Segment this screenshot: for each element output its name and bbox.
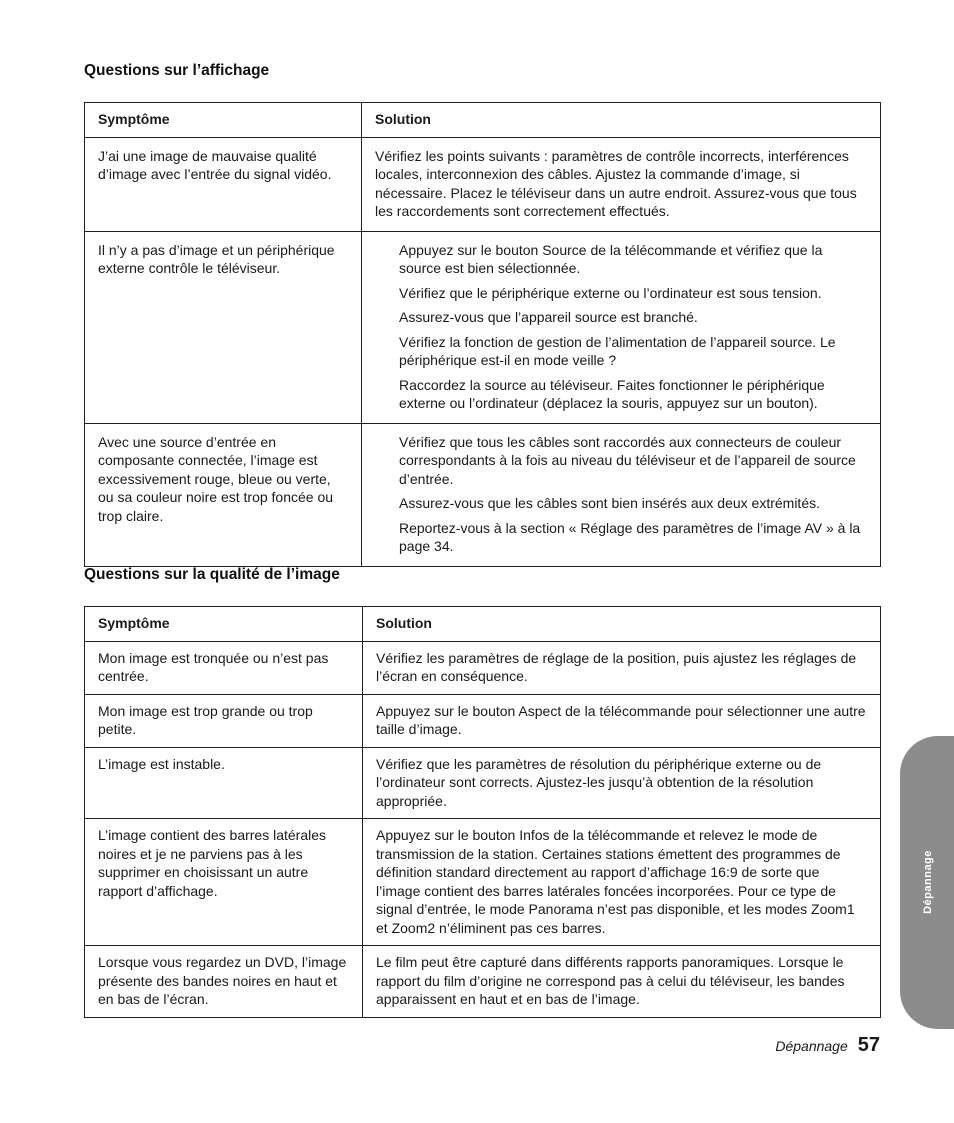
- table-row: [85, 694, 881, 747]
- symptom-header: Symptôme: [85, 103, 362, 138]
- symptom-cell: Avec une source d’entrée en composante connectée, l’image est excessivement rouge, bleue ou verte, ou sa couleur noire est trop foncée ou trop claire.: [85, 423, 362, 566]
- section-title-display: Questions sur l’affichage: [84, 62, 270, 79]
- table-header-row: [85, 103, 881, 138]
- symptom-cell: Mon image est tronquée ou n’est pas centrée.: [85, 641, 363, 694]
- symptom-cell: Il n’y a pas d’image et un périphérique externe contrôle le téléviseur.: [85, 231, 362, 423]
- table-row: [85, 137, 881, 231]
- quality-questions-table: [84, 606, 881, 1018]
- solution-cell: Le film peut être capturé dans différents rapports panoramiques. Lorsque le rapport du film d’origine ne correspond pas à celui du téléviseur, les bandes apparaissent en haut et en bas de l’image.: [363, 946, 881, 1018]
- section-title-quality: Questions sur la qualité de l’image: [84, 566, 340, 583]
- symptom-cell: L’image contient des barres latérales noires et je ne parviens pas à les supprimer en choisissant un autre rapport d’affichage.: [85, 819, 363, 946]
- solution-cell: Appuyez sur le bouton Infos de la télécommande et relevez le mode de transmission de la station. Certaines stations émettent des programmes de définition standard directement au rapport d’affichage 16:9 de sorte que l’image contient des barres latérales foncées incorporées. Pour ce type de signal d’entrée, le mode Panorama n’est pas disponible, et les modes Zoom1 et Zoom2 n’éliminent pas ces barres.: [363, 819, 881, 946]
- symptom-cell: L’image est instable.: [85, 747, 363, 819]
- symptom-cell: Mon image est trop grande ou trop petite.: [85, 694, 363, 747]
- chapter-tab-text: Dépannage: [922, 850, 934, 914]
- solution-header: Solution: [362, 103, 881, 138]
- display-questions-table: [84, 102, 881, 567]
- solution-item: Raccordez la source au téléviseur. Faites fonctionner le périphérique externe ou l’ordinateur (déplacez la souris, appuyez sur un bouton).: [399, 376, 825, 411]
- page-footer: [775, 1034, 880, 1057]
- solution-item: Reportez-vous à la section « Réglage des paramètres de l’image AV » à la page 34.: [399, 519, 861, 554]
- solution-item: Vérifiez que le périphérique externe ou l’ordinateur est sous tension.: [399, 284, 822, 301]
- solution-item: Vérifiez la fonction de gestion de l’alimentation de l’appareil source. Le périphérique est-il en mode veille ?: [399, 333, 836, 368]
- solution-list: [375, 241, 867, 413]
- page-number: 57: [857, 1034, 880, 1056]
- table-row: [85, 819, 881, 946]
- table-header-row: [85, 607, 881, 642]
- symptom-cell: J’ai une image de mauvaise qualité d’image avec l’entrée du signal vidéo.: [85, 137, 362, 231]
- solution-item: Vérifiez que tous les câbles sont raccordés aux connecteurs de couleur correspondants à la fois au niveau du téléviseur et de l’appareil de source d’entrée.: [399, 433, 856, 487]
- solution-cell: Vérifiez que les paramètres de résolution du périphérique externe ou de l’ordinateur sont corrects. Ajustez-les jusqu’à obtention de la résolution appropriée.: [363, 747, 881, 819]
- solution-item: Assurez-vous que les câbles sont bien insérés aux deux extrémités.: [399, 495, 820, 511]
- table-row: [85, 423, 881, 566]
- symptom-cell: Lorsque vous regardez un DVD, l’image présente des bandes noires en haut et en bas de l’écran.: [85, 946, 363, 1018]
- table-row: [85, 641, 881, 694]
- solution-cell: Vérifiez les paramètres de réglage de la position, puis ajustez les réglages de l’écran en conséquence.: [363, 641, 881, 694]
- solution-cell: Vérifiez les points suivants : paramètres de contrôle incorrects, interférences locales, interconnexion des câbles. Ajustez la commande d’image, si nécessaire. Placez le téléviseur dans un autre endroit. Assurez-vous que tous les raccordements sont correctement effectués.: [362, 137, 881, 231]
- table-row: [85, 946, 881, 1018]
- solution-item: Assurez-vous que l’appareil source est branché.: [399, 309, 698, 325]
- solution-cell: [362, 231, 881, 423]
- solution-cell: Appuyez sur le bouton Aspect de la télécommande pour sélectionner une autre taille d’image.: [363, 694, 881, 747]
- table-row: [85, 231, 881, 423]
- solution-item: Appuyez sur le bouton Source de la télécommande et vérifiez que la source est bien sélectionnée.: [399, 241, 823, 276]
- solution-list: [375, 433, 867, 556]
- solution-cell: [362, 423, 881, 566]
- symptom-header: Symptôme: [85, 607, 363, 642]
- table-row: [85, 747, 881, 819]
- solution-header: Solution: [363, 607, 881, 642]
- footer-section-name: Dépannage: [775, 1038, 848, 1054]
